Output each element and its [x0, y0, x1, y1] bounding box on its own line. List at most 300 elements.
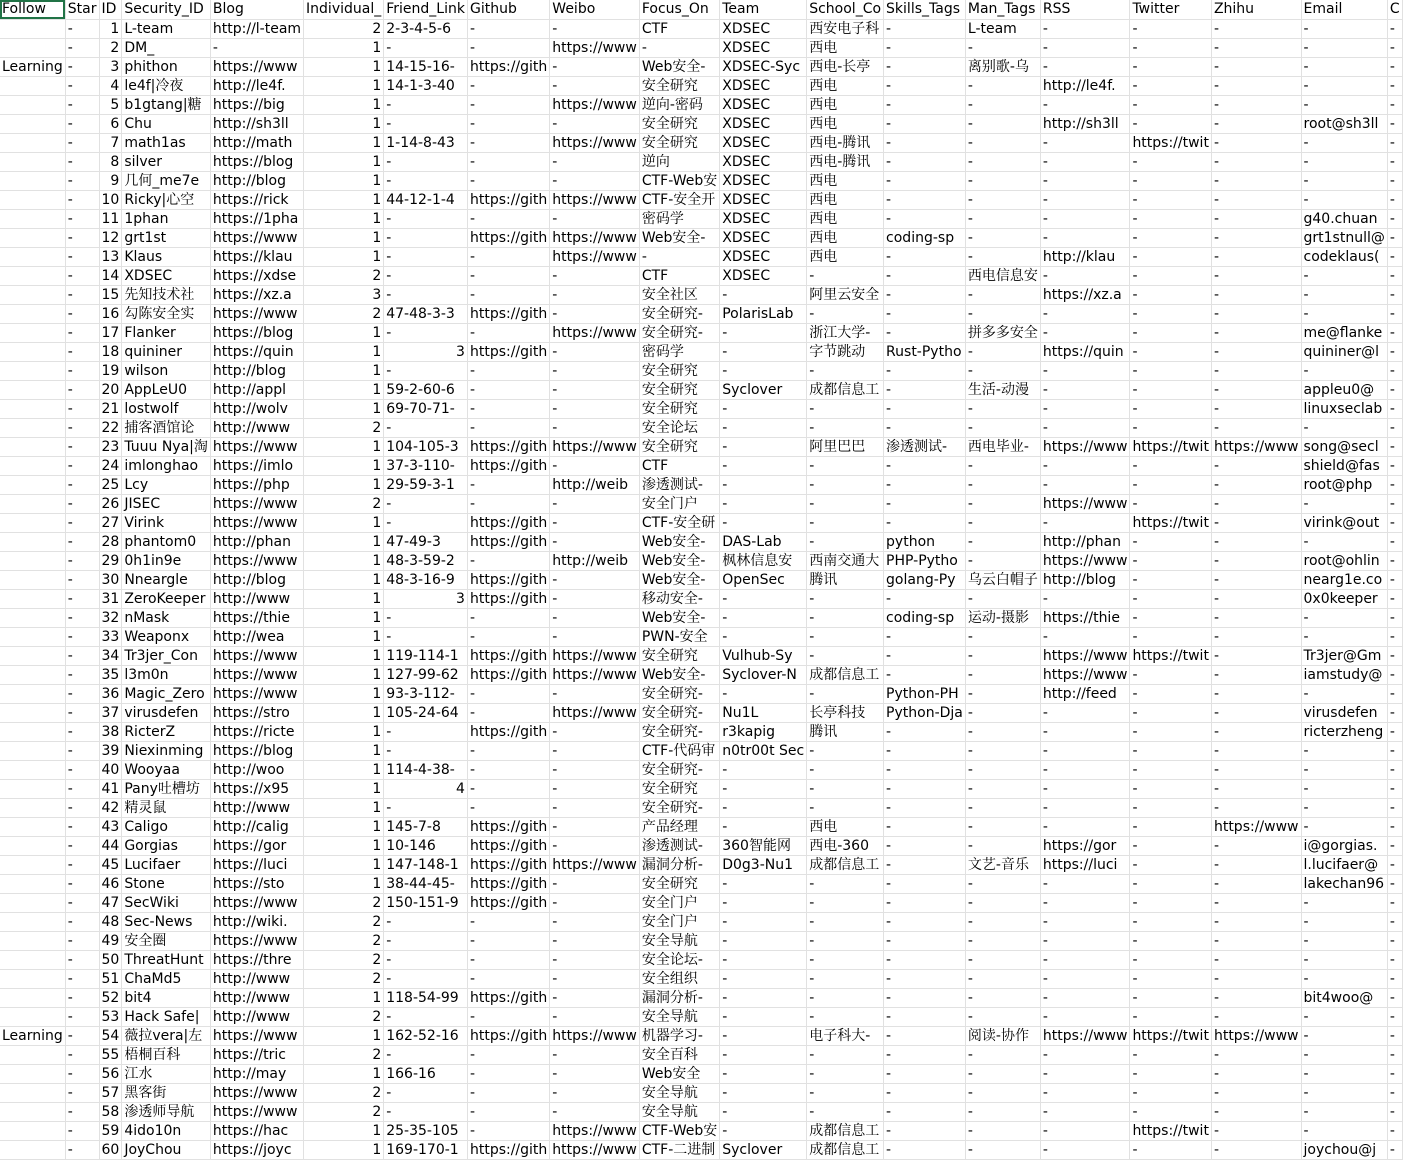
table-cell[interactable]: -: [1387, 874, 1402, 893]
table-cell[interactable]: -: [1387, 589, 1402, 608]
table-cell[interactable]: -: [720, 608, 807, 627]
table-cell[interactable]: [0, 76, 65, 95]
table-cell[interactable]: https://twit: [1130, 1121, 1212, 1140]
table-cell[interactable]: Nneargle: [122, 570, 211, 589]
table-cell[interactable]: -: [720, 684, 807, 703]
table-cell[interactable]: 2-3-4-5-6: [384, 19, 468, 38]
table-cell[interactable]: https://luci: [1040, 855, 1130, 874]
table-cell[interactable]: -: [807, 475, 884, 494]
table-cell[interactable]: https://gor: [210, 836, 303, 855]
table-cell[interactable]: -: [1301, 779, 1387, 798]
table-cell[interactable]: -: [384, 931, 468, 950]
table-cell[interactable]: -: [65, 456, 99, 475]
table-cell[interactable]: -: [720, 874, 807, 893]
table-cell[interactable]: -: [1211, 57, 1301, 76]
table-cell[interactable]: 22: [99, 418, 122, 437]
table-cell[interactable]: -: [550, 608, 640, 627]
table-cell[interactable]: -: [550, 798, 640, 817]
table-cell[interactable]: 安全研究: [639, 380, 719, 399]
table-cell[interactable]: n0tr00t Sec: [720, 741, 807, 760]
table-cell[interactable]: XDSEC: [122, 266, 211, 285]
table-cell[interactable]: -: [884, 399, 966, 418]
table-cell[interactable]: http://blog: [210, 171, 303, 190]
table-cell[interactable]: Weaponx: [122, 627, 211, 646]
table-cell[interactable]: 安全研究-: [639, 304, 719, 323]
table-cell[interactable]: 西电-360: [807, 836, 884, 855]
table-cell[interactable]: -: [1387, 1026, 1402, 1045]
table-cell[interactable]: -: [1211, 988, 1301, 1007]
table-cell[interactable]: -: [965, 513, 1040, 532]
table-cell[interactable]: -: [807, 893, 884, 912]
table-cell[interactable]: -: [1040, 1083, 1130, 1102]
table-cell[interactable]: joychou@j: [1301, 1140, 1387, 1159]
table-cell[interactable]: -: [965, 684, 1040, 703]
table-cell[interactable]: -: [1130, 209, 1212, 228]
table-cell[interactable]: -: [965, 798, 1040, 817]
table-cell[interactable]: -: [1040, 456, 1130, 475]
table-cell[interactable]: Web安全-: [639, 551, 719, 570]
table-cell[interactable]: -: [1040, 760, 1130, 779]
table-cell[interactable]: -: [384, 95, 468, 114]
table-cell[interactable]: me@flanke: [1301, 323, 1387, 342]
table-cell[interactable]: -: [384, 1083, 468, 1102]
table-cell[interactable]: -: [965, 741, 1040, 760]
table-cell[interactable]: -: [1387, 741, 1402, 760]
table-cell[interactable]: -: [1211, 133, 1301, 152]
table-cell[interactable]: Virink: [122, 513, 211, 532]
table-cell[interactable]: https://www: [1040, 494, 1130, 513]
table-cell[interactable]: -: [550, 912, 640, 931]
table-cell[interactable]: 105-24-64: [384, 703, 468, 722]
table-cell[interactable]: -: [550, 817, 640, 836]
table-cell[interactable]: 3: [99, 57, 122, 76]
table-cell[interactable]: 1: [304, 988, 384, 1007]
table-cell[interactable]: -: [1387, 494, 1402, 513]
table-cell[interactable]: https://gith: [467, 513, 549, 532]
table-cell[interactable]: [0, 1007, 65, 1026]
table-cell[interactable]: https://www: [210, 437, 303, 456]
table-cell[interactable]: https://www: [550, 95, 640, 114]
table-cell[interactable]: -: [807, 608, 884, 627]
table-cell[interactable]: -: [884, 380, 966, 399]
table-cell[interactable]: -: [550, 1064, 640, 1083]
table-cell[interactable]: r3kapig: [720, 722, 807, 741]
table-cell[interactable]: -: [1040, 475, 1130, 494]
table-cell[interactable]: -: [550, 570, 640, 589]
table-cell[interactable]: virink@out: [1301, 513, 1387, 532]
table-cell[interactable]: golang-Py: [884, 570, 966, 589]
table-cell[interactable]: -: [720, 1102, 807, 1121]
table-cell[interactable]: CTF: [639, 456, 719, 475]
table-cell[interactable]: -: [1040, 741, 1130, 760]
table-cell[interactable]: -: [884, 1140, 966, 1159]
table-cell[interactable]: 33: [99, 627, 122, 646]
table-cell[interactable]: 安全导航: [639, 1083, 719, 1102]
table-cell[interactable]: iamstudy@: [1301, 665, 1387, 684]
table-cell[interactable]: [0, 817, 65, 836]
table-cell[interactable]: 渗透师导航: [122, 1102, 211, 1121]
table-cell[interactable]: -: [1130, 570, 1212, 589]
table-cell[interactable]: -: [1211, 266, 1301, 285]
table-cell[interactable]: -: [1130, 912, 1212, 931]
table-cell[interactable]: -: [1211, 114, 1301, 133]
table-cell[interactable]: -: [720, 342, 807, 361]
table-cell[interactable]: XDSEC: [720, 19, 807, 38]
table-cell[interactable]: 生活-动漫: [965, 380, 1040, 399]
table-cell[interactable]: -: [1387, 1102, 1402, 1121]
table-cell[interactable]: -: [65, 437, 99, 456]
table-cell[interactable]: -: [884, 779, 966, 798]
table-cell[interactable]: -: [550, 836, 640, 855]
table-cell[interactable]: 2: [304, 893, 384, 912]
table-cell[interactable]: -: [1130, 855, 1212, 874]
table-cell[interactable]: https://www: [210, 1083, 303, 1102]
table-cell[interactable]: 16: [99, 304, 122, 323]
table-cell[interactable]: -: [550, 380, 640, 399]
table-cell[interactable]: 1: [304, 323, 384, 342]
table-cell[interactable]: -: [965, 171, 1040, 190]
table-cell[interactable]: https://big: [210, 95, 303, 114]
table-cell[interactable]: -: [550, 114, 640, 133]
table-cell[interactable]: http://feed: [1040, 684, 1130, 703]
table-cell[interactable]: -: [807, 1083, 884, 1102]
table-cell[interactable]: -: [65, 551, 99, 570]
table-cell[interactable]: -: [720, 475, 807, 494]
table-cell[interactable]: 3: [384, 342, 468, 361]
table-cell[interactable]: https://www: [210, 893, 303, 912]
table-cell[interactable]: -: [1130, 627, 1212, 646]
table-cell[interactable]: 8: [99, 152, 122, 171]
table-cell[interactable]: -: [384, 1007, 468, 1026]
table-cell[interactable]: -: [1211, 1045, 1301, 1064]
table-cell[interactable]: http://www: [210, 418, 303, 437]
table-cell[interactable]: Vulhub-Sy: [720, 646, 807, 665]
header-cell[interactable]: Blog: [210, 0, 303, 19]
table-cell[interactable]: -: [1387, 323, 1402, 342]
table-cell[interactable]: ZeroKeeper: [122, 589, 211, 608]
table-cell[interactable]: 1: [304, 1140, 384, 1159]
table-cell[interactable]: -: [1130, 475, 1212, 494]
table-cell[interactable]: -: [550, 1007, 640, 1026]
table-cell[interactable]: 西电: [807, 95, 884, 114]
table-cell[interactable]: -: [467, 969, 549, 988]
table-cell[interactable]: -: [65, 1045, 99, 1064]
table-cell[interactable]: -: [1387, 703, 1402, 722]
table-cell[interactable]: -: [1387, 418, 1402, 437]
table-cell[interactable]: -: [550, 171, 640, 190]
table-cell[interactable]: AppLeU0: [122, 380, 211, 399]
table-cell[interactable]: -: [1040, 19, 1130, 38]
table-cell[interactable]: -: [1387, 475, 1402, 494]
table-cell[interactable]: -: [1130, 817, 1212, 836]
table-cell[interactable]: https://www: [550, 1026, 640, 1045]
table-cell[interactable]: -: [1301, 19, 1387, 38]
table-cell[interactable]: 电子科大-: [807, 1026, 884, 1045]
table-cell[interactable]: http://may: [210, 1064, 303, 1083]
table-cell[interactable]: 成都信息工: [807, 380, 884, 399]
table-cell[interactable]: -: [65, 190, 99, 209]
table-cell[interactable]: 安全研究: [639, 646, 719, 665]
table-cell[interactable]: [0, 627, 65, 646]
table-cell[interactable]: -: [1387, 969, 1402, 988]
header-cell[interactable]: School_Co: [807, 0, 884, 19]
table-cell[interactable]: -: [1387, 570, 1402, 589]
table-cell[interactable]: Niexinming: [122, 741, 211, 760]
table-cell[interactable]: -: [884, 323, 966, 342]
table-cell[interactable]: 安全研究-: [639, 798, 719, 817]
table-cell[interactable]: -: [65, 342, 99, 361]
table-cell[interactable]: -: [1387, 285, 1402, 304]
table-cell[interactable]: Web安全: [639, 1064, 719, 1083]
table-cell[interactable]: -: [384, 266, 468, 285]
table-cell[interactable]: -: [65, 266, 99, 285]
table-cell[interactable]: 1: [304, 57, 384, 76]
table-cell[interactable]: https://www: [550, 1121, 640, 1140]
table-cell[interactable]: -: [965, 38, 1040, 57]
table-cell[interactable]: 1: [304, 817, 384, 836]
table-cell[interactable]: 安全门户: [639, 494, 719, 513]
table-cell[interactable]: 150-151-9: [384, 893, 468, 912]
table-cell[interactable]: 36: [99, 684, 122, 703]
table-cell[interactable]: [0, 779, 65, 798]
table-cell[interactable]: [0, 798, 65, 817]
table-cell[interactable]: -: [965, 247, 1040, 266]
table-cell[interactable]: [0, 760, 65, 779]
table-cell[interactable]: -: [1387, 646, 1402, 665]
table-cell[interactable]: CTF-二进制: [639, 1140, 719, 1159]
table-cell[interactable]: -: [807, 741, 884, 760]
table-cell[interactable]: -: [884, 266, 966, 285]
table-cell[interactable]: [0, 703, 65, 722]
table-cell[interactable]: Web安全-: [639, 608, 719, 627]
table-cell[interactable]: -: [1211, 589, 1301, 608]
table-cell[interactable]: https://gith: [467, 646, 549, 665]
table-cell[interactable]: -: [884, 152, 966, 171]
table-cell[interactable]: -: [1211, 1102, 1301, 1121]
table-cell[interactable]: -: [884, 722, 966, 741]
table-cell[interactable]: 文艺-音乐: [965, 855, 1040, 874]
table-cell[interactable]: -: [550, 779, 640, 798]
table-cell[interactable]: 1: [304, 38, 384, 57]
table-cell[interactable]: -: [884, 912, 966, 931]
table-cell[interactable]: -: [1387, 836, 1402, 855]
table-cell[interactable]: -: [1130, 1140, 1212, 1159]
table-cell[interactable]: https://klau: [210, 247, 303, 266]
table-cell[interactable]: -: [884, 361, 966, 380]
table-cell[interactable]: -: [807, 627, 884, 646]
table-cell[interactable]: [0, 741, 65, 760]
table-cell[interactable]: -: [1301, 1045, 1387, 1064]
table-cell[interactable]: -: [384, 228, 468, 247]
table-cell[interactable]: 捕客酒馆论: [122, 418, 211, 437]
table-cell[interactable]: -: [1211, 760, 1301, 779]
table-cell[interactable]: 2: [304, 1083, 384, 1102]
table-cell[interactable]: -: [965, 76, 1040, 95]
table-cell[interactable]: -: [1387, 912, 1402, 931]
table-cell[interactable]: 渗透测试-: [884, 437, 966, 456]
table-cell[interactable]: -: [1387, 304, 1402, 323]
table-cell[interactable]: -: [65, 741, 99, 760]
table-cell[interactable]: -: [965, 494, 1040, 513]
table-cell[interactable]: https://twit: [1130, 513, 1212, 532]
table-cell[interactable]: 48-3-16-9: [384, 570, 468, 589]
table-cell[interactable]: https://gith: [467, 836, 549, 855]
table-cell[interactable]: -: [1301, 1026, 1387, 1045]
table-cell[interactable]: -: [1387, 190, 1402, 209]
table-cell[interactable]: -: [807, 532, 884, 551]
table-cell[interactable]: https://www: [210, 931, 303, 950]
table-cell[interactable]: -: [965, 627, 1040, 646]
table-cell[interactable]: -: [1130, 38, 1212, 57]
table-cell[interactable]: https://www: [550, 665, 640, 684]
table-cell[interactable]: 1: [304, 513, 384, 532]
table-cell[interactable]: 145-7-8: [384, 817, 468, 836]
table-cell[interactable]: https://gith: [467, 855, 549, 874]
table-cell[interactable]: [0, 323, 65, 342]
table-cell[interactable]: -: [965, 304, 1040, 323]
table-cell[interactable]: coding-sp: [884, 228, 966, 247]
table-cell[interactable]: -: [884, 798, 966, 817]
table-cell[interactable]: -: [384, 608, 468, 627]
table-cell[interactable]: XDSEC: [720, 152, 807, 171]
table-cell[interactable]: Klaus: [122, 247, 211, 266]
table-cell[interactable]: -: [1130, 760, 1212, 779]
table-cell[interactable]: -: [1301, 684, 1387, 703]
header-cell[interactable]: Zhihu: [1211, 0, 1301, 19]
header-cell[interactable]: Security_ID: [122, 0, 211, 19]
table-cell[interactable]: -: [884, 19, 966, 38]
table-cell[interactable]: -: [807, 969, 884, 988]
table-cell[interactable]: 1: [304, 133, 384, 152]
table-cell[interactable]: 1: [304, 399, 384, 418]
table-cell[interactable]: [0, 209, 65, 228]
table-cell[interactable]: 1: [304, 1064, 384, 1083]
table-cell[interactable]: -: [1387, 171, 1402, 190]
table-cell[interactable]: 9: [99, 171, 122, 190]
table-cell[interactable]: -: [1301, 627, 1387, 646]
table-cell[interactable]: 安全门户: [639, 893, 719, 912]
table-cell[interactable]: -: [884, 114, 966, 133]
table-cell[interactable]: -: [1040, 266, 1130, 285]
table-cell[interactable]: [0, 285, 65, 304]
table-cell[interactable]: l3m0n: [122, 665, 211, 684]
table-cell[interactable]: 密码学: [639, 209, 719, 228]
table-cell[interactable]: -: [65, 855, 99, 874]
table-cell[interactable]: -: [65, 570, 99, 589]
table-cell[interactable]: -: [550, 494, 640, 513]
table-cell[interactable]: 密码学: [639, 342, 719, 361]
table-cell[interactable]: https://www: [1040, 646, 1130, 665]
table-cell[interactable]: -: [384, 323, 468, 342]
table-cell[interactable]: 2: [304, 418, 384, 437]
table-cell[interactable]: 15: [99, 285, 122, 304]
table-cell[interactable]: -: [550, 266, 640, 285]
table-cell[interactable]: XDSEC: [720, 228, 807, 247]
table-cell[interactable]: https://www: [1040, 551, 1130, 570]
table-cell[interactable]: -: [1387, 1083, 1402, 1102]
table-cell[interactable]: https://gith: [467, 874, 549, 893]
table-cell[interactable]: https://1pha: [210, 209, 303, 228]
table-cell[interactable]: 安全论坛: [639, 418, 719, 437]
table-cell[interactable]: [0, 969, 65, 988]
table-cell[interactable]: -: [384, 209, 468, 228]
table-cell[interactable]: -: [1040, 228, 1130, 247]
table-cell[interactable]: -: [807, 589, 884, 608]
table-cell[interactable]: -: [1211, 684, 1301, 703]
table-cell[interactable]: -: [1130, 1045, 1212, 1064]
table-cell[interactable]: 69-70-71-: [384, 399, 468, 418]
table-cell[interactable]: 2: [99, 38, 122, 57]
table-cell[interactable]: -: [965, 228, 1040, 247]
table-cell[interactable]: [0, 1083, 65, 1102]
table-cell[interactable]: https://gith: [467, 1140, 549, 1159]
table-cell[interactable]: 安全研究: [639, 361, 719, 380]
table-cell[interactable]: Rust-Pytho: [884, 342, 966, 361]
table-cell[interactable]: 1: [304, 437, 384, 456]
table-cell[interactable]: lakechan96: [1301, 874, 1387, 893]
table-cell[interactable]: 薇拉vera|左: [122, 1026, 211, 1045]
table-cell[interactable]: 44: [99, 836, 122, 855]
table-cell[interactable]: Syclover: [720, 1140, 807, 1159]
table-cell[interactable]: [0, 266, 65, 285]
table-cell[interactable]: -: [1130, 836, 1212, 855]
table-cell[interactable]: [0, 228, 65, 247]
table-cell[interactable]: -: [965, 1121, 1040, 1140]
table-cell[interactable]: -: [884, 133, 966, 152]
table-cell[interactable]: 安全研究: [639, 874, 719, 893]
table-cell[interactable]: -: [807, 760, 884, 779]
table-cell[interactable]: 49: [99, 931, 122, 950]
table-cell[interactable]: -: [720, 494, 807, 513]
table-cell[interactable]: http://appl: [210, 380, 303, 399]
table-cell[interactable]: https://blog: [210, 741, 303, 760]
table-cell[interactable]: 18: [99, 342, 122, 361]
table-cell[interactable]: -: [1130, 361, 1212, 380]
table-cell[interactable]: 1: [304, 627, 384, 646]
table-cell[interactable]: -: [1211, 969, 1301, 988]
table-cell[interactable]: 1: [304, 228, 384, 247]
table-cell[interactable]: JoyChou: [122, 1140, 211, 1159]
table-cell[interactable]: -: [65, 361, 99, 380]
table-cell[interactable]: -: [965, 532, 1040, 551]
table-cell[interactable]: -: [1130, 456, 1212, 475]
table-cell[interactable]: -: [65, 874, 99, 893]
table-cell[interactable]: ThreatHunt: [122, 950, 211, 969]
table-cell[interactable]: L-team: [122, 19, 211, 38]
table-cell[interactable]: nearg1e.co: [1301, 570, 1387, 589]
table-cell[interactable]: -: [965, 1045, 1040, 1064]
table-cell[interactable]: Stone: [122, 874, 211, 893]
table-cell[interactable]: -: [550, 950, 640, 969]
table-cell[interactable]: -: [965, 456, 1040, 475]
table-cell[interactable]: 20: [99, 380, 122, 399]
table-cell[interactable]: 14-15-16-: [384, 57, 468, 76]
table-cell[interactable]: 安全研究: [639, 399, 719, 418]
table-cell[interactable]: -: [884, 1083, 966, 1102]
table-cell[interactable]: -: [1130, 532, 1212, 551]
table-cell[interactable]: 1: [304, 171, 384, 190]
table-cell[interactable]: -: [884, 817, 966, 836]
table-cell[interactable]: -: [1040, 893, 1130, 912]
table-cell[interactable]: -: [1130, 1083, 1212, 1102]
table-cell[interactable]: -: [807, 1045, 884, 1064]
table-cell[interactable]: -: [1387, 209, 1402, 228]
table-cell[interactable]: -: [884, 494, 966, 513]
table-cell[interactable]: 安全圈: [122, 931, 211, 950]
table-cell[interactable]: 西电: [807, 209, 884, 228]
table-cell[interactable]: -: [1387, 133, 1402, 152]
table-cell[interactable]: root@sh3ll: [1301, 114, 1387, 133]
